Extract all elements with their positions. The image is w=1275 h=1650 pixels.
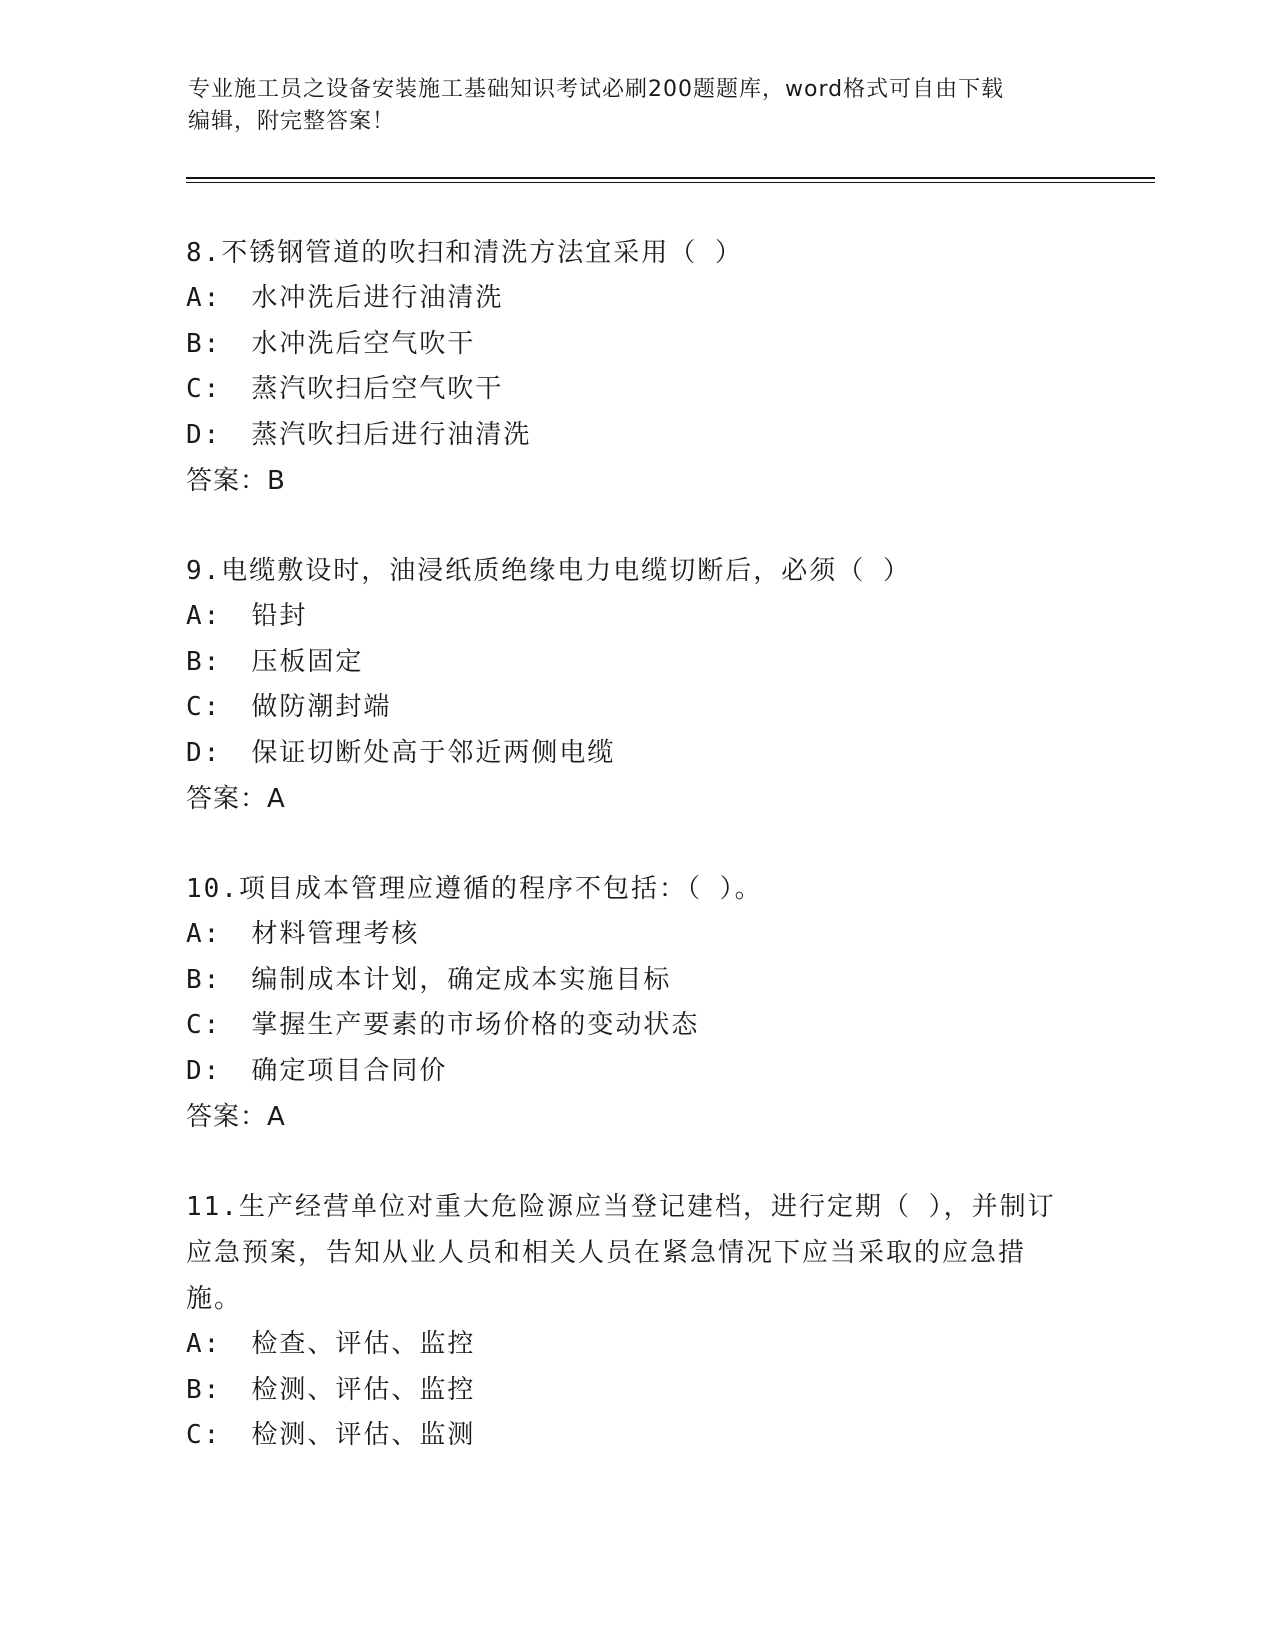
option-text: 压板固定 <box>251 646 364 677</box>
option-c <box>186 1003 1066 1049</box>
header-divider-thick <box>186 177 1155 179</box>
document-header <box>188 74 1088 138</box>
question-8 <box>186 230 1066 504</box>
option-text: 铅封 <box>251 601 308 631</box>
answer-line: 答案：B <box>186 466 286 496</box>
header-title-line-1: 专业施工员之设备安装施工基础知识考试必刷200题题库，word格式可自由下载 <box>188 77 1005 102</box>
option-letter: B: <box>186 964 222 995</box>
question-9 <box>186 548 1066 822</box>
option-letter: C: <box>186 374 222 404</box>
answer-line: 答案：A <box>186 1102 286 1132</box>
option-text: 水冲洗后进行油清洗 <box>251 283 504 313</box>
option-text: 检测、评估、监控 <box>251 1374 476 1405</box>
option-letter: B: <box>186 328 222 359</box>
option-b <box>186 1368 1066 1414</box>
option-text: 编制成本计划，确定成本实施目标 <box>251 964 672 995</box>
option-letter: A: <box>186 601 222 631</box>
option-c <box>186 685 1066 731</box>
option-text: 蒸汽吹扫后空气吹干 <box>251 374 504 404</box>
option-text: 检查、评估、监控 <box>251 1329 476 1359</box>
option-letter: C: <box>186 1010 222 1040</box>
option-a <box>186 1322 1066 1368</box>
option-text: 确定项目合同价 <box>251 1055 448 1086</box>
option-text: 保证切断处高于邻近两侧电缆 <box>251 737 616 768</box>
question-text: 8.不锈钢管道的吹扫和清洗方法宜采用（ ） <box>186 238 743 268</box>
question-10 <box>186 866 1066 1140</box>
header-divider-thin <box>186 182 1155 183</box>
question-list <box>186 230 1066 1503</box>
question-text: 11.生产经营单位对重大危险源应当登记建档，进行定期（ ），并制订应急预案，告知从业人员和相关人员在紧急情况下应当采取的应急措施。 <box>186 1192 1056 1314</box>
option-c <box>186 367 1066 413</box>
option-text: 材料管理考核 <box>251 919 420 949</box>
option-b <box>186 322 1066 368</box>
option-text: 掌握生产要素的市场价格的变动状态 <box>251 1010 700 1040</box>
option-text: 检测、评估、监测 <box>251 1420 476 1450</box>
option-letter: C: <box>186 692 222 722</box>
option-a <box>186 276 1066 322</box>
option-letter: B: <box>186 1374 222 1405</box>
option-text: 蒸汽吹扫后进行油清洗 <box>251 419 532 450</box>
option-d <box>186 413 1066 459</box>
option-b <box>186 640 1066 686</box>
option-c <box>186 1413 1066 1459</box>
question-11 <box>186 1184 1066 1459</box>
option-d <box>186 1049 1066 1095</box>
option-letter: A: <box>186 1329 222 1359</box>
option-letter: D: <box>186 1055 222 1086</box>
option-letter: B: <box>186 646 222 677</box>
header-title-line-2: 编辑，附完整答案！ <box>188 109 396 134</box>
option-letter: D: <box>186 737 222 768</box>
option-a <box>186 912 1066 958</box>
option-letter: A: <box>186 919 222 949</box>
question-text: 9.电缆敷设时，油浸纸质绝缘电力电缆切断后，必须（ ） <box>186 556 911 586</box>
option-text: 水冲洗后空气吹干 <box>251 328 476 359</box>
option-a <box>186 594 1066 640</box>
option-text: 做防潮封端 <box>251 692 392 722</box>
question-text: 10.项目成本管理应遵循的程序不包括：（ ）。 <box>186 874 763 904</box>
option-letter: C: <box>186 1420 222 1450</box>
option-letter: D: <box>186 419 222 450</box>
answer-line: 答案：A <box>186 784 286 814</box>
option-letter: A: <box>186 283 222 313</box>
option-b <box>186 958 1066 1004</box>
option-d <box>186 731 1066 777</box>
